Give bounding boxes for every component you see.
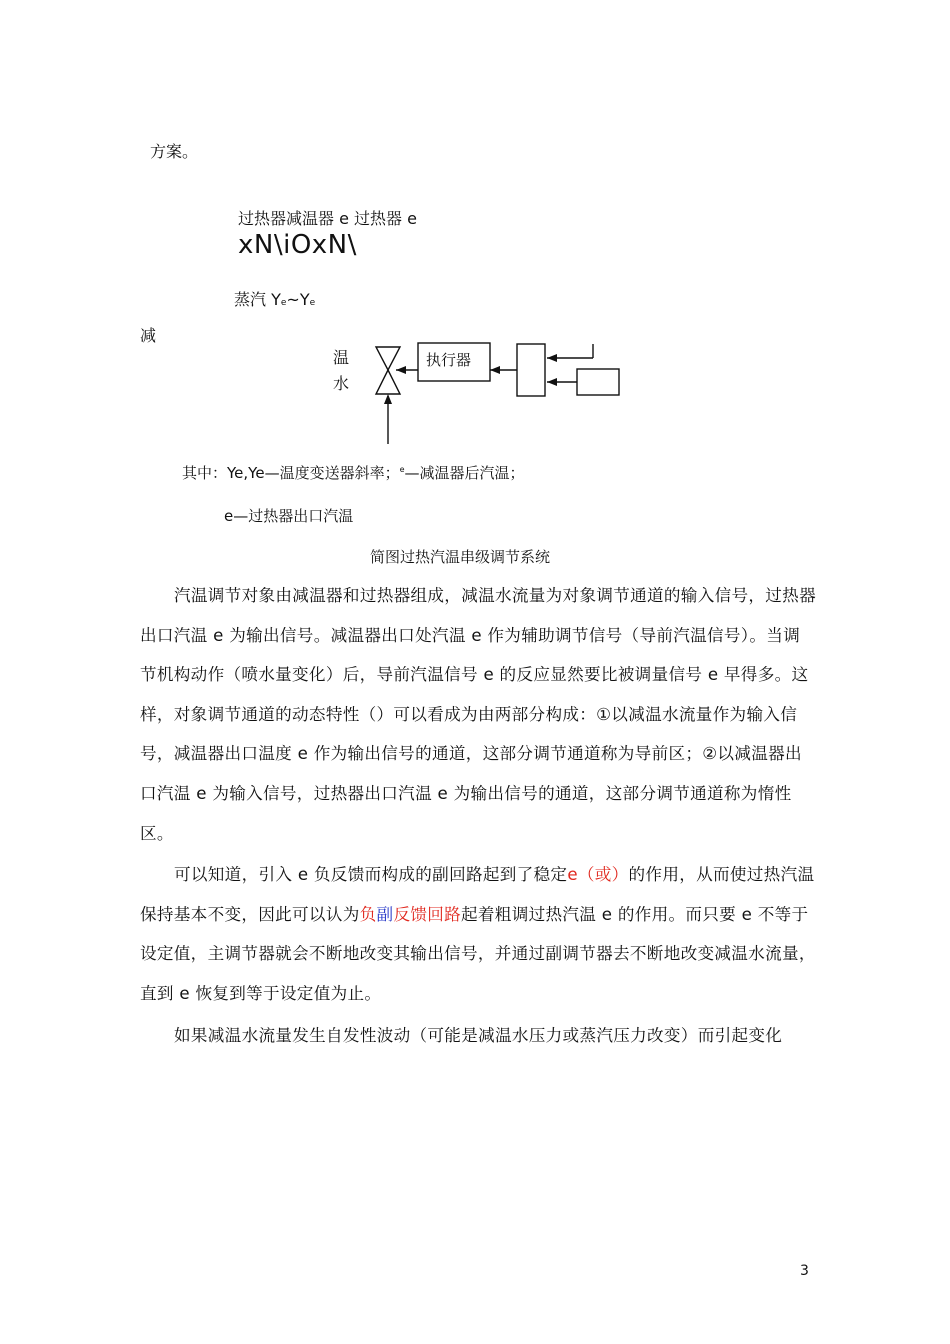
valve-lower-icon: [376, 370, 400, 394]
paragraph-1: [140, 576, 816, 853]
notes-line-1-sup: e: [399, 465, 405, 474]
notes-line-1-suffix: —减温器后汽温；: [404, 464, 525, 482]
arrow-setpoint-icon: [547, 378, 557, 386]
diagram-label-shui: 水: [333, 374, 350, 393]
actuator-label: 执行器: [426, 351, 472, 369]
paragraph-2-blue: 副: [376, 904, 394, 924]
steam-mid: ~Y: [286, 290, 310, 309]
notes-line-1: [182, 460, 525, 483]
top-text: 方案。: [150, 142, 199, 161]
steam-sub-2: e: [309, 298, 316, 308]
paragraph-2-c: 起着粗调过热汽温 e 的作用。而只要 e 不等于设定值，主调节器就会不断地改变其输出信号，并通过副调节器去不断地改变减温水流量，直到 e 恢复到等于设定值为止。: [140, 904, 816, 1003]
diagram-label-wen: 温: [333, 348, 350, 367]
paragraph-2: [140, 855, 816, 1013]
paragraph-3: [140, 1016, 816, 1056]
side-char: 减: [140, 326, 157, 345]
formula-line-1: 过热器减温器 e 过热器 e: [238, 209, 417, 228]
figure-caption: 简图过热汽温串级调节系统: [370, 548, 551, 566]
arrow-to-valve-icon: [396, 366, 406, 374]
steam-prefix: 蒸汽 Y: [234, 290, 281, 309]
formula-line-2: xN\iOxN\: [238, 230, 357, 260]
arrow-water-icon: [384, 394, 392, 404]
paragraph-2-a: 可以知道，引入 e 负反馈而构成的副回路起到了稳定: [174, 865, 568, 884]
notes-line-1-prefix: 其中：Ye,Ye—温度变送器斜率；: [182, 464, 400, 482]
notes-line-2: e—过热器出口汽温: [224, 507, 354, 525]
arrow-top-input-icon: [547, 354, 557, 362]
page-number: 3: [800, 1263, 809, 1279]
steam-sub-1: e: [280, 298, 287, 308]
setpoint-box: [577, 369, 619, 395]
paragraph-2-red-3: 反馈回路: [393, 904, 462, 924]
paragraph-2-b: 的作用，从而使过热汽温保持基本不变，因此可以认为: [140, 865, 815, 924]
valve-icon: [376, 347, 400, 370]
paragraph-2-red-1: e（或）: [567, 865, 629, 884]
paragraph-2-red-2: 负: [359, 904, 377, 924]
arrow-to-actuator-icon: [490, 366, 500, 374]
paragraph-1-text: 汽温调节对象由减温器和过热器组成，减温水流量为对象调节通道的输入信号，过热器出口汽温 e 为输出信号。减温器出口处汽温 e 作为辅助调节信号（导前汽温信号）。当调节机构动作（喷水量变化）后，导前汽温信号 e 的反应显然要比被调量信号 e 早得多。这样，对象调节通道的动态特性（）可以看成为由两部分构成：①以减温水流量作为输入信号，减温器出口温度 e 作为输出信号的通道，这部分调节通道称为导前区；②以减温器出口汽温 e 为输入信号，过热器出口汽温 e 为输出信号的通道，这部分调节通道称为惰性区。: [140, 586, 816, 843]
paragraph-3-text: 如果减温水流量发生自发性波动（可能是减温水压力或蒸汽压力改变）而引起变化: [174, 1026, 783, 1045]
regulator-box: [517, 344, 545, 396]
